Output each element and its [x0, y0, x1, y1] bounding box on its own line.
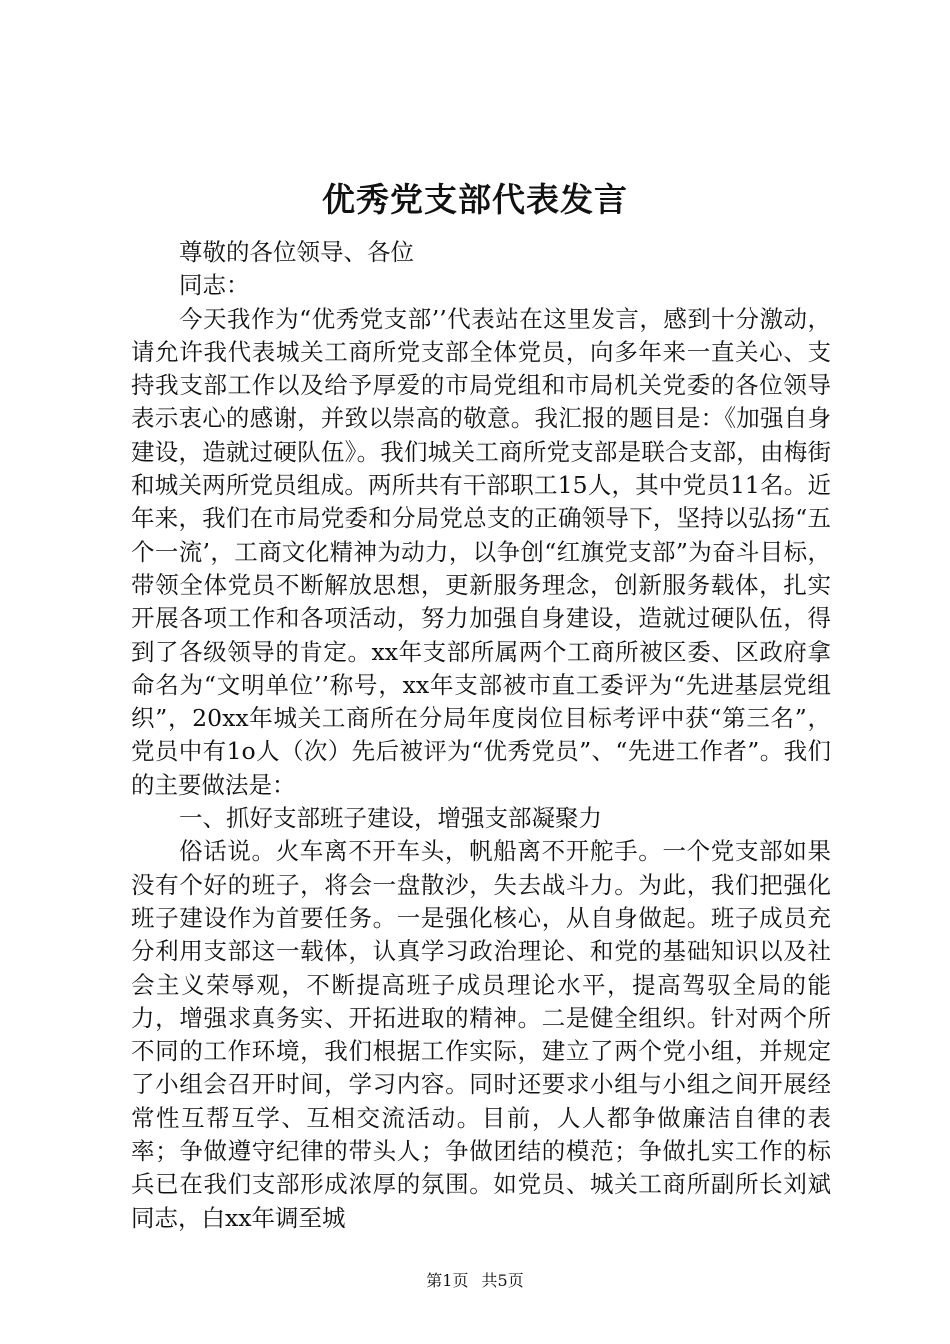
document-title: 优秀党支部代表发言: [322, 180, 628, 219]
page-footer: [0, 1270, 950, 1292]
section-heading-1: 一、抓好支部班子建设，增强支部凝聚力: [179, 804, 602, 833]
document-body: [131, 236, 831, 1235]
paragraph-intro: 今天我作为“优秀党支部’’代表站在这里发言，感到十分激动，请允许我代表城关工商所党支部全体党员，向多年来一直关心、支持我支部工作以及给予厚爱的市局党组和市局机关党委的各位领导表示衷心的感谢，并致以崇高的敬意。我汇报的题目是：《加强自身建设，造就过硬队伍》。我们城关工商所党支部是联合支部，由梅街和城关两所党员组成。两所共有干部职工15人，其中党员11名。近年来，我们在市局党委和分局党总支的正确领导下，坚持以弘扬“五个一流’，工商文化精神为动力，以争创“红旗党支部”为奋斗目标，带领全体党员不断解放思想，更新服务理念，创新服务载体，扎实开展各项工作和各项活动，努力加强自身建设，造就过硬队伍，得到了各级领导的肯定。xx年支部所属两个工商所被区委、区政府拿命名为“文明单位’’称号，xx年支部被市直工委评为“先进基层党组织”，20xx年城关工商所在分局年度岗位目标考评中获“第三名”，党员中有1o人（次）先后被评为“优秀党员”、“先进工作者”。我们的主要做法是：: [131, 304, 831, 799]
paragraph-salutation-cont: 同志：: [179, 271, 250, 300]
page-total: 共5页: [481, 1271, 524, 1290]
paragraph-salutation: 尊敬的各位领导、各位: [179, 238, 414, 266]
page-number: 第1页: [426, 1271, 469, 1290]
paragraph-section-1: 俗话说。火车离不开车头，帆船离不开舵手。一个党支部如果没有个好的班子，将会一盘散沙，失去战斗力。为此，我们把强化班子建设作为首要任务。一是强化核心，从自身做起。班子成员充分利用支部这一载体，认真学习政治理论、和党的基础知识以及社会主义荣辱观，不断提高班子成员理论水平，提高驾驭全局的能力，增强求真务实、开拓进取的精神。二是健全组织。针对两个所不同的工作环境，我们根据工作实际，建立了两个党小组，并规定了小组会召开时间，学习内容。同时还要求小组与小组之间开展经常性互帮互学、互相交流活动。目前，人人都争做廉洁自律的表率；争做遵守纪律的带头人；争做团结的模范；争做扎实工作的标兵已在我们支部形成浓厚的氛围。如党员、城关工商所副所长刘斌同志，白xx年调至城: [131, 837, 831, 1232]
